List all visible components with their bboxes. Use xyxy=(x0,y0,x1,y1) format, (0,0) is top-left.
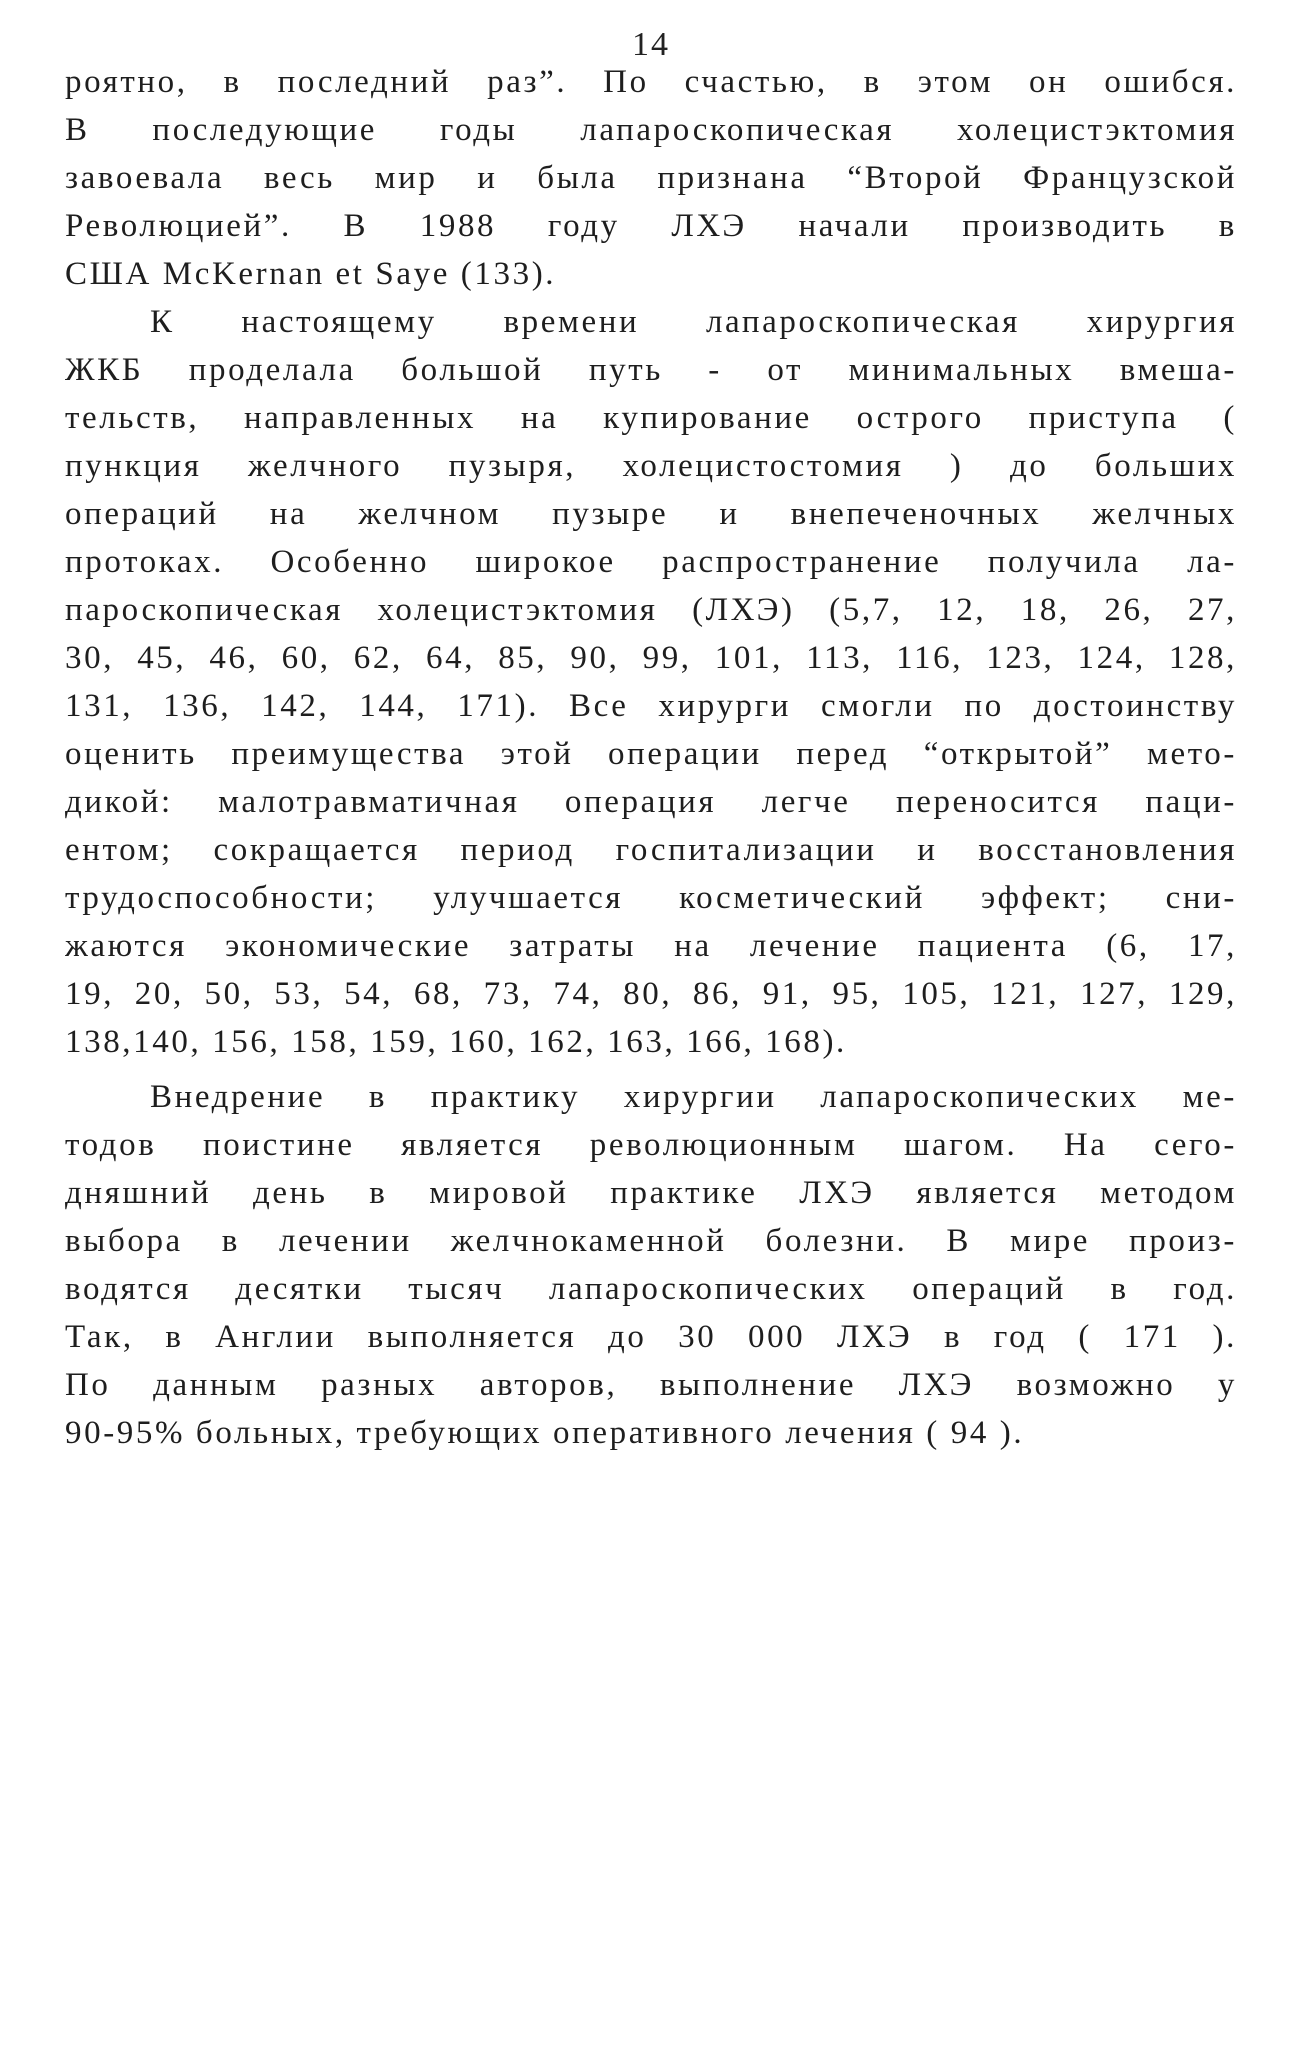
text-line: завоевала весь мир и была признана “Второй Французской xyxy=(65,160,1237,196)
text-line: дикой: малотравматичная операция легче переносится паци- xyxy=(65,784,1237,820)
text-line: дняшний день в мировой практике ЛХЭ является методом xyxy=(65,1175,1237,1211)
text-line: 90-95% больных, требующих оперативного лечения ( 94 ). xyxy=(65,1415,1025,1451)
text-line: 131, 136, 142, 144, 171). Все хирурги смогли по достоинству xyxy=(65,688,1237,724)
paragraph-first-line: К настоящему времени лапароскопическая хирургия xyxy=(150,304,1237,340)
text-line: протоках. Особенно широкое распространение получила ла- xyxy=(65,544,1237,580)
text-line: 19, 20, 50, 53, 54, 68, 73, 74, 80, 86, 91, 95, 105, 121, 127, 129, xyxy=(65,976,1237,1012)
text-line: ентом; сокращается период госпитализации и восстановления xyxy=(65,832,1237,868)
text-line: По данным разных авторов, выполнение ЛХЭ возможно у xyxy=(65,1367,1237,1403)
text-line: операций на желчном пузыре и внепеченочных желчных xyxy=(65,496,1237,532)
text-line: оценить преимущества этой операции перед “открытой” мето- xyxy=(65,736,1237,772)
text-line: Революцией”. В 1988 году ЛХЭ начали производить в xyxy=(65,208,1237,244)
text-line: пароскопическая холецистэктомия (ЛХЭ) (5,7, 12, 18, 26, 27, xyxy=(65,592,1237,628)
text-line: жаются экономические затраты на лечение пациента (6, 17, xyxy=(65,928,1237,964)
page-number: 14 xyxy=(632,26,670,63)
text-line: 30, 45, 46, 60, 62, 64, 85, 90, 99, 101, 113, 116, 123, 124, 128, xyxy=(65,640,1237,676)
text-line: трудоспособности; улучшается косметический эффект; сни- xyxy=(65,880,1237,916)
text-line: 138,140, 156, 158, 159, 160, 162, 163, 166, 168). xyxy=(65,1024,847,1060)
text-line: водятся десятки тысяч лапароскопических операций в год. xyxy=(65,1271,1237,1307)
text-line: роятно, в последний раз”. По счастью, в этом он ошибся. xyxy=(65,64,1237,100)
text-line: В последующие годы лапароскопическая холецистэктомия xyxy=(65,112,1237,148)
paragraph-first-line: Внедрение в практику хирургии лапароскопических ме- xyxy=(150,1079,1237,1115)
text-line: пункция желчного пузыря, холецистостомия ) до больших xyxy=(65,448,1237,484)
text-line: выбора в лечении желчнокаменной болезни. В мире произ- xyxy=(65,1223,1237,1259)
text-line: тельств, направленных на купирование острого приступа ( xyxy=(65,400,1237,436)
text-line: США McKernan et Saye (133). xyxy=(65,256,557,292)
text-line: Так, в Англии выполняется до 30 000 ЛХЭ в год ( 171 ). xyxy=(65,1319,1237,1355)
text-line: тодов поистине является революционным шагом. На сего- xyxy=(65,1127,1237,1163)
text-line: ЖКБ проделала большой путь - от минимальных вмеша- xyxy=(65,352,1237,388)
